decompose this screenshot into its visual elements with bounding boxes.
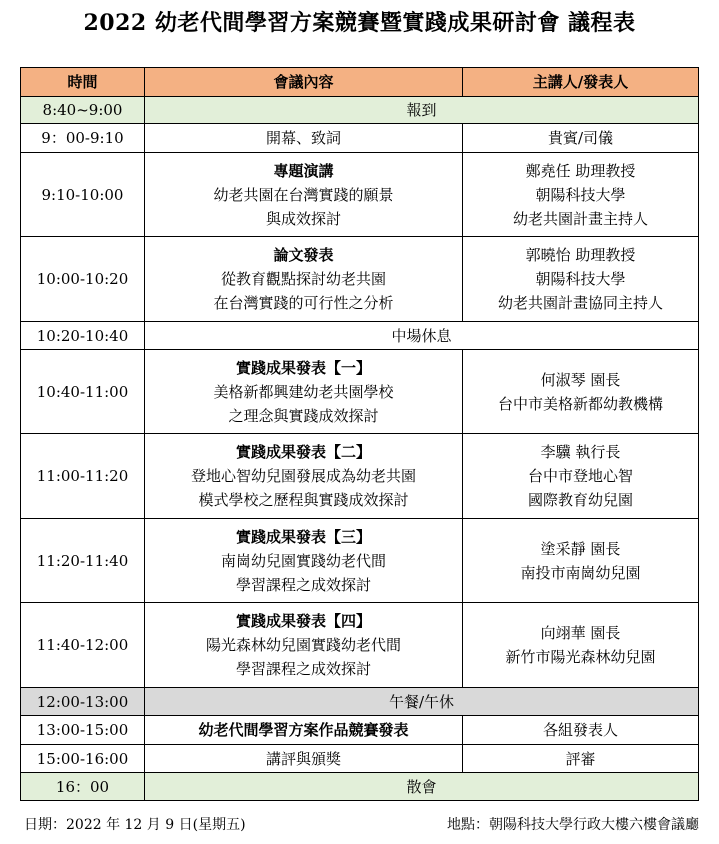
row-content: 開幕、致詞	[145, 124, 463, 153]
row-time: 9：00-9:10	[21, 124, 145, 153]
row-content: 講評與頒獎	[145, 745, 463, 773]
session-line: 在台灣實踐的可行性之分析	[213, 294, 394, 312]
row-speaker	[463, 153, 699, 237]
row-time: 11:00-11:20	[21, 434, 145, 519]
footer-date: 日期：2022 年 12 月 9 日(星期五)	[24, 817, 246, 833]
row-time: 8:40~9:00	[21, 97, 145, 124]
row-content: 報到	[145, 97, 699, 124]
speaker-line: 何淑琴 園長	[540, 370, 621, 389]
session-line: 登地心智幼兒園發展成為幼老共園	[190, 467, 416, 485]
row-time: 11:40-12:00	[21, 603, 145, 688]
header-time: 時間	[21, 68, 145, 97]
session-heading: 實踐成果發表【三】	[235, 527, 371, 546]
page-title: 2022 幼老代間學習方案競賽暨實踐成果研討會 議程表	[83, 10, 636, 36]
speaker-line: 台中市登地心智	[527, 467, 633, 485]
row-content	[145, 350, 463, 434]
table-row-registration	[21, 97, 699, 124]
table-row-opening	[21, 124, 699, 153]
session-heading: 實踐成果發表【一】	[235, 358, 371, 377]
speaker-line: 塗采靜 園長	[540, 539, 621, 558]
row-time: 11:20-11:40	[21, 519, 145, 603]
speaker-line: 李驥 執行長	[540, 443, 621, 461]
row-content	[145, 434, 463, 519]
row-speaker: 貴賓/司儀	[463, 124, 699, 153]
row-content: 中場休息	[145, 322, 699, 350]
table-row-session-3	[21, 519, 699, 603]
session-line: 從教育觀點探討幼老共園	[220, 270, 386, 288]
header-content: 會議內容	[145, 68, 463, 97]
row-speaker	[463, 237, 699, 322]
row-speaker: 各組發表人	[463, 716, 699, 745]
session-line: 與成效探討	[265, 209, 341, 228]
session-line: 學習課程之成效探討	[235, 575, 371, 594]
session-line: 學習課程之成效探討	[235, 660, 371, 678]
session-heading: 實踐成果發表【二】	[235, 443, 371, 461]
speaker-line: 朝陽科技大學	[535, 185, 626, 204]
row-content	[145, 153, 463, 237]
session-line: 南崗幼兒園實踐幼老代間	[220, 551, 386, 570]
row-content	[145, 519, 463, 603]
table-row-session-1	[21, 350, 699, 434]
row-time: 12:00-13:00	[21, 688, 145, 716]
session-line: 幼老共園在台灣實踐的願景	[213, 185, 394, 204]
table-header-row	[21, 68, 699, 97]
row-content: 午餐/午休	[145, 688, 699, 716]
row-content: 幼老代間學習方案作品競賽發表	[145, 716, 463, 745]
speaker-line: 南投市南崗幼兒園	[520, 563, 641, 582]
row-speaker	[463, 603, 699, 688]
speaker-line: 郭曉怡 助理教授	[525, 246, 636, 264]
row-time: 15:00-16:00	[21, 745, 145, 773]
speaker-line: 新竹市陽光森林幼兒園	[505, 648, 656, 666]
session-line: 模式學校之歷程與實踐成效探討	[198, 491, 409, 509]
table-row-session-2	[21, 434, 699, 519]
agenda-table	[20, 67, 699, 801]
table-row-awards	[21, 745, 699, 773]
session-line: 陽光森林幼兒園實踐幼老代間	[205, 636, 401, 654]
row-speaker	[463, 519, 699, 603]
footer-location: 地點：朝陽科技大學行政大樓六樓會議廳	[447, 817, 699, 833]
header-speaker: 主講人/發表人	[463, 68, 699, 97]
table-row-closing	[21, 773, 699, 801]
session-line: 美格新都興建幼老共園學校	[213, 382, 394, 401]
speaker-line: 向翊華 園長	[540, 624, 621, 642]
speaker-line: 鄭堯任 助理教授	[525, 161, 636, 180]
row-content	[145, 237, 463, 322]
row-time: 10:40-11:00	[21, 350, 145, 434]
row-speaker	[463, 350, 699, 434]
row-speaker	[463, 434, 699, 519]
row-time: 10:20-10:40	[21, 322, 145, 350]
session-heading: 實踐成果發表【四】	[235, 612, 371, 630]
row-time: 13:00-15:00	[21, 716, 145, 745]
session-line: 之理念與實踐成效探討	[228, 406, 379, 425]
table-row-paper	[21, 237, 699, 322]
row-content	[145, 603, 463, 688]
row-time: 10:00-10:20	[21, 237, 145, 322]
session-heading: 論文發表	[273, 246, 334, 264]
table-row-session-4	[21, 603, 699, 688]
session-heading: 專題演講	[273, 161, 334, 180]
table-row-competition	[21, 716, 699, 745]
table-row-break	[21, 322, 699, 350]
row-speaker: 評審	[463, 745, 699, 773]
speaker-line: 幼老共園計畫協同主持人	[497, 294, 663, 312]
speaker-line: 台中市美格新都幼教機構	[497, 394, 663, 413]
table-row-keynote	[21, 153, 699, 237]
row-content: 散會	[145, 773, 699, 801]
speaker-line: 國際教育幼兒園	[527, 491, 633, 509]
speaker-line: 朝陽科技大學	[535, 270, 626, 288]
table-row-lunch	[21, 688, 699, 716]
row-time: 16：00	[21, 773, 145, 801]
speaker-line: 幼老共園計畫主持人	[512, 209, 648, 228]
row-time: 9:10-10:00	[21, 153, 145, 237]
